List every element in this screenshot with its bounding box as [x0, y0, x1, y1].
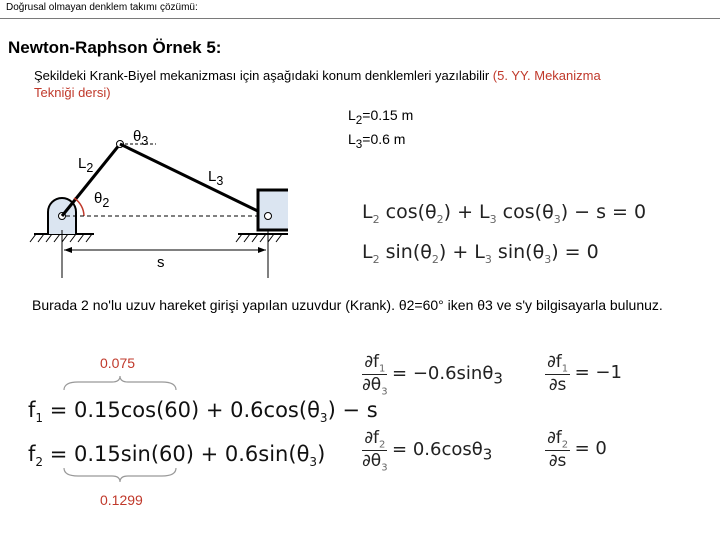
s-arrow-right — [258, 247, 266, 253]
brace-top — [58, 374, 182, 392]
position-equations — [362, 196, 646, 276]
label-theta3: $\theta_3$ — [133, 128, 149, 148]
label-theta2: $\theta_2$ — [94, 190, 110, 210]
label-l2: $L_2$ — [78, 155, 94, 175]
brace-bottom — [58, 466, 182, 484]
param-l3: $L_3=0.6$ m — [348, 130, 406, 151]
annotation-0075: 0.075 — [100, 355, 136, 371]
ground-right-hatch — [236, 234, 282, 242]
slider-block — [258, 190, 288, 230]
position-eq-1: $L_2$ $\cos(\theta_2) + L_3$ $\cos(\theta_3) - s = 0$ — [362, 201, 647, 226]
derivative-value: = −1 — [574, 361, 622, 383]
fraction: $\frac{\partial f_1}{\partial\theta_3}$ — [362, 352, 388, 398]
s-arrow-left — [64, 247, 72, 253]
function-f2: $f_2 = 0.15\sin(60) + 0.6\sin(\theta_3)$ — [28, 442, 326, 470]
intro-reference: (5. YY. Mekanizma Tekniği dersi) — [34, 68, 601, 100]
derivative-f1-s — [545, 352, 622, 395]
param-l2: $L_2=0.15$ m — [348, 107, 414, 127]
intro-text — [34, 67, 634, 101]
link-parameters — [348, 106, 413, 154]
derivative-f1-theta3 — [362, 352, 503, 398]
label-l3: $L_3$ — [208, 168, 224, 188]
header-divider — [0, 18, 720, 19]
derivative-f2-s — [545, 428, 607, 471]
problem-statement: Burada 2 no'lu uzuv hareket girişi yapılan uzuvdur (Krank). θ2=60° iken θ3 ve s'y bilgisayarla bulunuz. — [32, 297, 663, 313]
intro-body: Şekildeki Krank-Biyel mekanizması için aşağıdaki konum denklemleri yazılabilir — [34, 68, 493, 83]
fraction: $\frac{\partial f_1}{\partial s}$ — [547, 352, 569, 396]
position-eq-2: $L_2$ $\sin(\theta_2) + L_3$ $\sin(\theta_3) = 0$ — [362, 240, 599, 266]
function-f1: $f_1 = 0.15\cos(60) + 0.6\cos(\theta_3) - s$ — [28, 398, 378, 426]
derivative-value: = 0.6cosθ$_3$ — [392, 439, 493, 464]
annotation-01299: 0.1299 — [100, 492, 143, 508]
fraction: $\frac{\partial f_2}{\partial s}$ — [547, 428, 569, 472]
fraction: $\frac{\partial f_2}{\partial\theta_3}$ — [362, 428, 388, 474]
connecting-rod — [120, 144, 268, 216]
derivative-value: = −0.6sinθ$_3$ — [392, 363, 503, 388]
derivative-f2-theta3 — [362, 428, 492, 474]
slider-pin — [265, 213, 272, 220]
page-header: Doğrusal olmayan denklem takımı çözümü: — [6, 2, 198, 13]
derivative-value: = 0 — [574, 437, 607, 459]
page-title: Newton-Raphson Örnek 5: — [8, 38, 222, 57]
ground-left-hatch — [30, 234, 92, 242]
label-s: s — [157, 254, 165, 271]
